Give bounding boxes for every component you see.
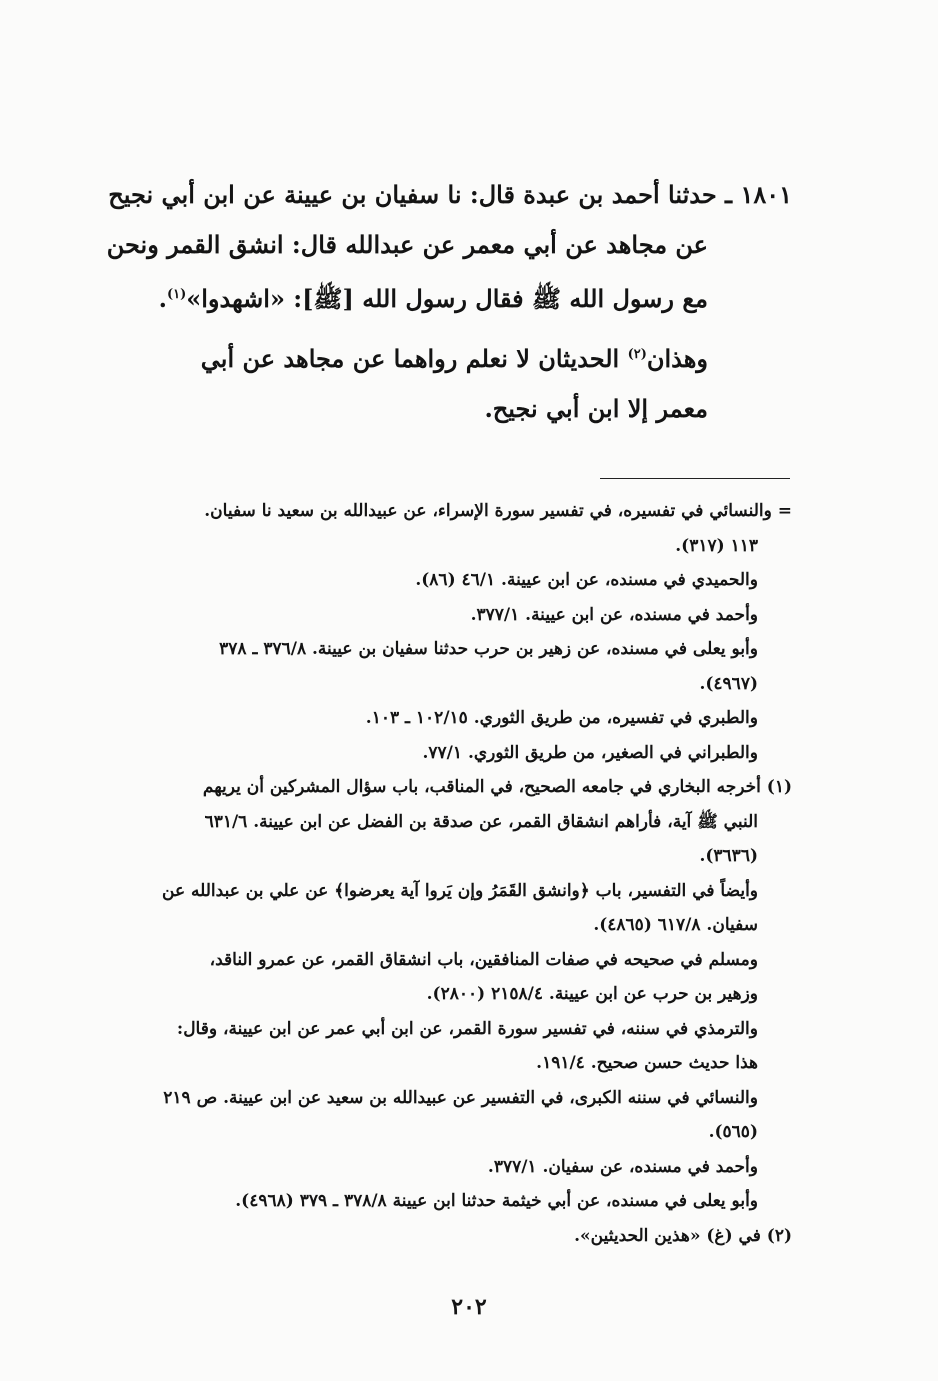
comment-line-1 xyxy=(80,330,792,384)
page-number: ٢٠٢ xyxy=(451,1294,487,1320)
footnote-line: وأبو يعلى في مسنده، عن زهير بن حرب حدثنا سفيان بن عيينة. ٣٧٦/٨ ـ ٣٧٨ xyxy=(219,639,758,659)
footnote-line: والحميدي في مسنده، عن ابن عيينة. ٤٦/١ (٨٦). xyxy=(415,570,758,590)
footnote-line: (٢) في (غ) «هذين الحديثين». xyxy=(574,1225,792,1246)
hadith-line-3 xyxy=(80,270,792,324)
footnote-line: والنسائي في سننه الكبرى، في التفسير عن عبيدالله بن سعيد عن ابن عيينة. ص ٢١٩ xyxy=(163,1087,758,1108)
footnote-line: (٤٩٦٧). xyxy=(699,673,758,694)
footnote-line: والطبراني في الصغير، من طريق الثوري. ٧٧/١. xyxy=(422,742,758,763)
footnote-line: وزهير بن حرب عن ابن عيينة. ٢١٥٨/٤ (٢٨٠٠). xyxy=(426,984,758,1004)
footnote-line: (١) أخرجه البخاري في جامعه الصحيح، في المناقب، باب سؤال المشركين أن يريهم xyxy=(202,777,792,797)
comment-start: وهذان xyxy=(646,344,708,373)
hadith-line-3-text: مع رسول الله ﷺ فقال رسول الله [ﷺ]: «اشهدوا» xyxy=(186,284,708,313)
footnote-line: وأبو يعلى في مسنده، عن أبي خيثمة حدثنا ابن عيينة ٣٧٨/٨ ـ ٣٧٩ (٤٩٦٨). xyxy=(235,1191,758,1211)
footnote-line: ومسلم في صحيحه في صفات المنافقين، باب انشقاق القمر، عن عمرو الناقد، xyxy=(209,949,758,970)
comment-line-2: معمر إلا ابن أبي نجيح. xyxy=(484,394,708,423)
footnote-line: وأحمد في مسنده، عن سفيان. ٣٧٧/١. xyxy=(487,1156,758,1177)
footnote-marker-1: (١) xyxy=(166,287,187,302)
footnote-line: والترمذي في سننه، في تفسير سورة القمر، عن ابن أبي عمر عن ابن عيينة، وقال: xyxy=(176,1018,758,1039)
footnote-marker-2: (٢) xyxy=(627,347,647,362)
footnote-line: (٣٦٣٦). xyxy=(699,846,758,866)
footnote-line: سفيان. ٦١٧/٨ (٤٨٦٥). xyxy=(593,915,758,935)
footnote-line: وأحمد في مسنده، عن ابن عيينة. ٣٧٧/١. xyxy=(470,604,758,625)
comment-rest: الحديثان لا نعلم رواهما عن مجاهد عن أبي xyxy=(200,344,628,373)
footnote-line: وأيضاً في التفسير، باب ﴿وانشق القَمَرُ وإن يَروا آية يعرضوا﴾ عن علي بن عبدالله عن xyxy=(162,880,758,901)
footnote-line: والطبري في تفسيره، من طريق الثوري. ١٠٢/١٥ ـ ١٠٣. xyxy=(365,708,758,728)
footnote-line: النبي ﷺ آية، فأراهم انشقاق القمر، عن صدقة بن الفضل عن ابن عيينة. ٦٣١/٦ xyxy=(204,811,758,832)
footnote-divider xyxy=(600,478,790,479)
hadith-line-2: عن مجاهد عن أبي معمر عن عبدالله قال: انشق القمر ونحن xyxy=(106,230,708,259)
footnote-line: هذا حديث حسن صحيح. ١٩١/٤. xyxy=(536,1053,758,1073)
footnote-line: = والنسائي في تفسيره، في تفسير سورة الإسراء، عن عبيدالله بن سعيد نا سفيان. xyxy=(204,501,792,521)
hadith-line-1: ١٨٠١ ـ حدثنا أحمد بن عبدة قال: نا سفيان بن عيينة عن ابن أبي نجيح xyxy=(108,180,792,209)
hadith-end: . xyxy=(158,284,167,313)
footnote-line: (٥٦٥). xyxy=(708,1122,758,1142)
footnotes xyxy=(78,494,792,1253)
footnote-line: ١١٣ (٣١٧). xyxy=(675,535,758,556)
main-text xyxy=(80,170,792,434)
